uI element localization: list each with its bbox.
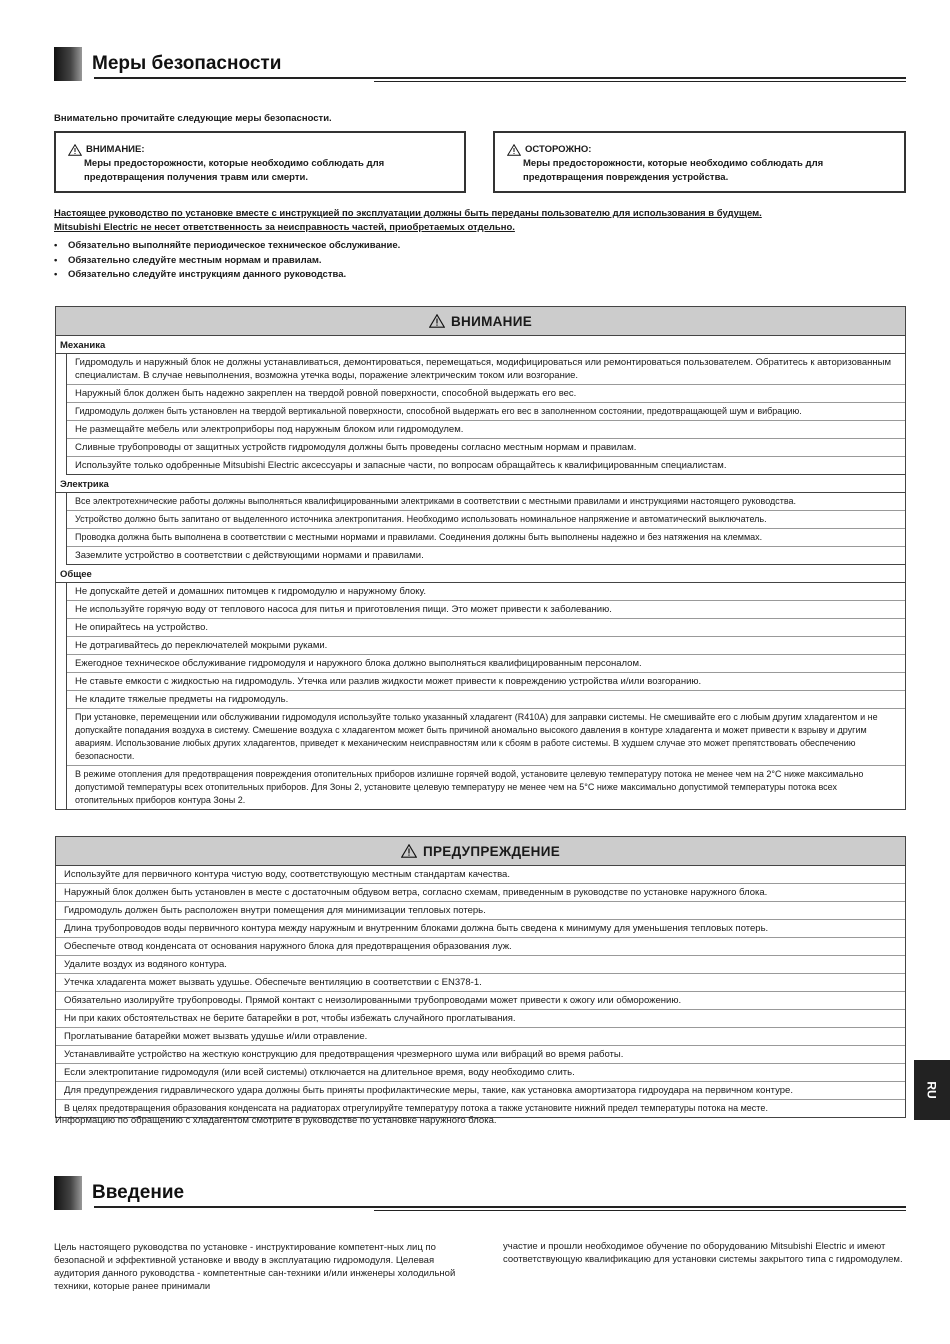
divider [374,1210,906,1211]
safety-section-header [54,47,906,83]
table-row: Не используйте горячую воду от теплового насоса для питья и приготовления пищи. Это может привести к заболеванию. [67,601,905,619]
list-item: • Обязательно следуйте местным нормам и правилам. [54,254,400,269]
language-tab-label: RU [925,1081,939,1099]
intro-column-left: Цель настоящего руководства по установке - инструктирование компетент-ных лиц по безопасной и эффективной установке и вводу в эксплуатацию гидромодуля. Целевая аудитория данного руководства - компетентные сан-техники и/или инженеры холодильной техники, которые ранее принимали [54,1242,456,1292]
warning-triangle-icon [507,144,521,156]
table-row: Гидромодуль должен быть расположен внутри помещения для минимизации тепловых потерь. [56,902,905,920]
table-row: Не допускайте детей и домашних питомцев к гидромодулю и наружному блоку. [67,583,905,601]
table-row: Если электропитание гидромодуля (или всей системы) отключается на длительное время, воду необходимо слить. [56,1064,905,1082]
notice-text: Меры предосторожности, которые необходимо соблюдать для предотвращения повреждения устройства. [523,158,824,183]
table-row: Все электротехнические работы должны выполняться квалифицированными электриками в соответствии с местными правилами и инструкциями настоящего руководства. [67,493,905,511]
table-row: Утечка хладагента может вызвать удушье. Обеспечьте вентиляцию в соответствии с EN378-1. [56,974,905,992]
table-row: Устанавливайте устройство на жесткую конструкцию для предотвращения чрезмерного шума или вибраций во время работы. [56,1046,905,1064]
table-row: Гидромодуль должен быть установлен на твердой вертикальной поверхности, способной выдержать его вес в заполненном состоянии, предотвращающей шум и вибрацию. [67,403,905,421]
divider [94,1206,906,1208]
table-row: Не опирайтесь на устройство. [67,619,905,637]
bullet-list [54,239,400,283]
table-row: Используйте только одобренные Mitsubishi Electric аксессуары и запасные части, по вопросам обращайтесь к квалифицированным специалистам. [67,457,905,475]
warning-table [55,306,906,810]
table-row: Ежегодное техническое обслуживание гидромодуля и наружного блока должно выполняться квалифицированным персоналом. [67,655,905,673]
warning-triangle-icon [401,844,417,858]
liability-line: Mitsubishi Electric не несет ответственность за неисправность частей, приобретаемых отдельно. [54,222,515,233]
table-row: Не кладите тяжелые предметы на гидромодуль. [67,691,905,709]
table-row: Проглатывание батарейки может вызвать удушье и/или отравление. [56,1028,905,1046]
table-row: Наружный блок должен быть установлен в месте с достаточным обдувом ветра, согласно схемам, приведенным в руководстве по установке наружного блока. [56,884,905,902]
language-tab [914,1060,950,1120]
table-row: При установке, перемещении или обслуживании гидромодуля используйте только указанный хладагент (R410A) для заправки системы. Не смешивайте его с любым другим хладагентом и не допускайте попадания воздуха в систему. Смешение воздуха с хладагентом может быть причиной аномально высокого давления в контуре хладагента и может привести к взрыву и другим авариям. Использование любых других хладагентов, приведет к механическим неисправностям или к сбоям в работе системы. В худшем случае это может препятствовать обеспечению безопасности. [67,709,905,766]
caution-rows [56,866,905,1117]
electrics-rows [66,493,905,565]
warning-triangle-icon [68,144,82,156]
table-row: Заземлите устройство в соответствии с действующими нормами и правилами. [67,547,905,565]
section-title: Меры безопасности [92,53,282,74]
warning-notice-box [54,131,466,193]
table-header-label: ПРЕДУПРЕЖДЕНИЕ [422,843,561,859]
handover-line: Настоящее руководство по установке вместе с инструкцией по эксплуатации должны быть переданы пользователю для использования в будущем. [54,208,762,219]
table-row: В режиме отопления для предотвращения повреждения отопительных приборов излишне горячей водой, установите целевую температуру потока не менее чем на 2°C ниже максимально допустимой температуры всех отопительных приборов. Для Зоны 2, установите целевую температуру не менее чем на 5°C ниже максимально допустимой температуры потока всех отопительных приборов контура Зоны 2. [75,769,864,805]
notice-label: ВНИМАНИЕ: [86,144,145,155]
intro-column-right: участие и прошли необходимое обучение по оборудованию Mitsubishi Electric и имеют соответствующую квалификацию для установки системы закрытого типа с гидромодулем. [503,1241,903,1265]
table-row: Сливные трубопроводы от защитных устройств гидромодуля должны быть проведены согласно местным нормам и правилам. [67,439,905,457]
table-header-label: ВНИМАНИЕ [450,313,533,329]
table-row: Удалите воздух из водяного контура. [56,956,905,974]
section-marker [54,1176,82,1210]
table-row: Не размещайте мебель или электроприборы под наружным блоком или гидромодулем. [67,421,905,439]
table-row: Устройство должно быть запитано от выделенного источника электропитания. Необходимо использовать номинальное напряжение и автоматический выключатель. [67,511,905,529]
category-general: Общее [56,565,905,583]
table-row: Проводка должна быть выполнена в соответствии с местными нормами и правилами. Соединения должны быть выполнены надежно и без натяжения на клеммах. [67,529,905,547]
mechanics-rows [66,354,905,475]
notice-text: Меры предосторожности, которые необходимо соблюдать для предотвращения получения травм или смерти. [84,158,385,183]
table-row: Обеспечьте отвод конденсата от основания наружного блока для предотвращения образования луж. [56,938,905,956]
table-row: Для предупреждения гидравлического удара должны быть приняты профилактические меры, такие, как установка амортизатора гидроудара на первичном контуре. [56,1082,905,1100]
table-row: Используйте для первичного контура чистую воду, соответствующую местным стандартам качества. [56,866,905,884]
table-row: Не ставьте емкости с жидкостью на гидромодуль. Утечка или разлив жидкости может привести к повреждению устройства и/или возгоранию. [67,673,905,691]
category-electrics: Электрика [56,475,905,493]
intro-text: Внимательно прочитайте следующие меры безопасности. [54,113,332,124]
divider [94,77,906,79]
caution-table [55,836,906,1118]
divider [374,81,906,82]
general-rows [66,583,905,809]
refrigerant-note: Информацию по обращению с хладагентом смотрите в руководстве по установке наружного блока. [55,1115,497,1126]
table-header [56,837,905,866]
list-item: • Обязательно выполняйте периодическое техническое обслуживание. [54,239,400,254]
table-row: Не дотрагивайтесь до переключателей мокрыми руками. [67,637,905,655]
table-row: Обязательно изолируйте трубопроводы. Прямой контакт с неизолированными трубопроводами может привести к ожогу или обморожению. [56,992,905,1010]
table-row: Наружный блок должен быть надежно закреплен на твердой ровной поверхности, способной выдержать его вес. [67,385,905,403]
table-row: Гидромодуль и наружный блок не должны устанавливаться, демонтироваться, перемещаться, модифицироваться или ремонтироваться пользователем. Обратитесь к авторизованным специалистам. В случае невыполнения, возможна утечка воды, поражение электрическим током или возгорание. [67,354,905,385]
section-marker [54,47,82,81]
table-row: Ни при каких обстоятельствах не берите батарейки в рот, чтобы избежать случайного проглатывания. [56,1010,905,1028]
notice-label: ОСТОРОЖНО: [525,144,592,155]
list-item: • Обязательно следуйте инструкциям данного руководства. [54,268,400,283]
table-header [56,307,905,336]
table-row: Длина трубопроводов воды первичного контура между наружным и внутренним блоками должна быть сведена к минимуму для уменьшения тепловых потерь. [56,920,905,938]
table-row: В целях предотвращения образования конденсата на радиаторах отрегулируйте температуру потока а также установите нижний предел температуры потока на местe. [64,1103,768,1113]
intro-section-header [54,1176,906,1212]
caution-notice-box [493,131,906,193]
warning-triangle-icon [429,314,445,328]
section-title: Введение [92,1182,185,1203]
category-mechanics: Механика [56,336,905,354]
